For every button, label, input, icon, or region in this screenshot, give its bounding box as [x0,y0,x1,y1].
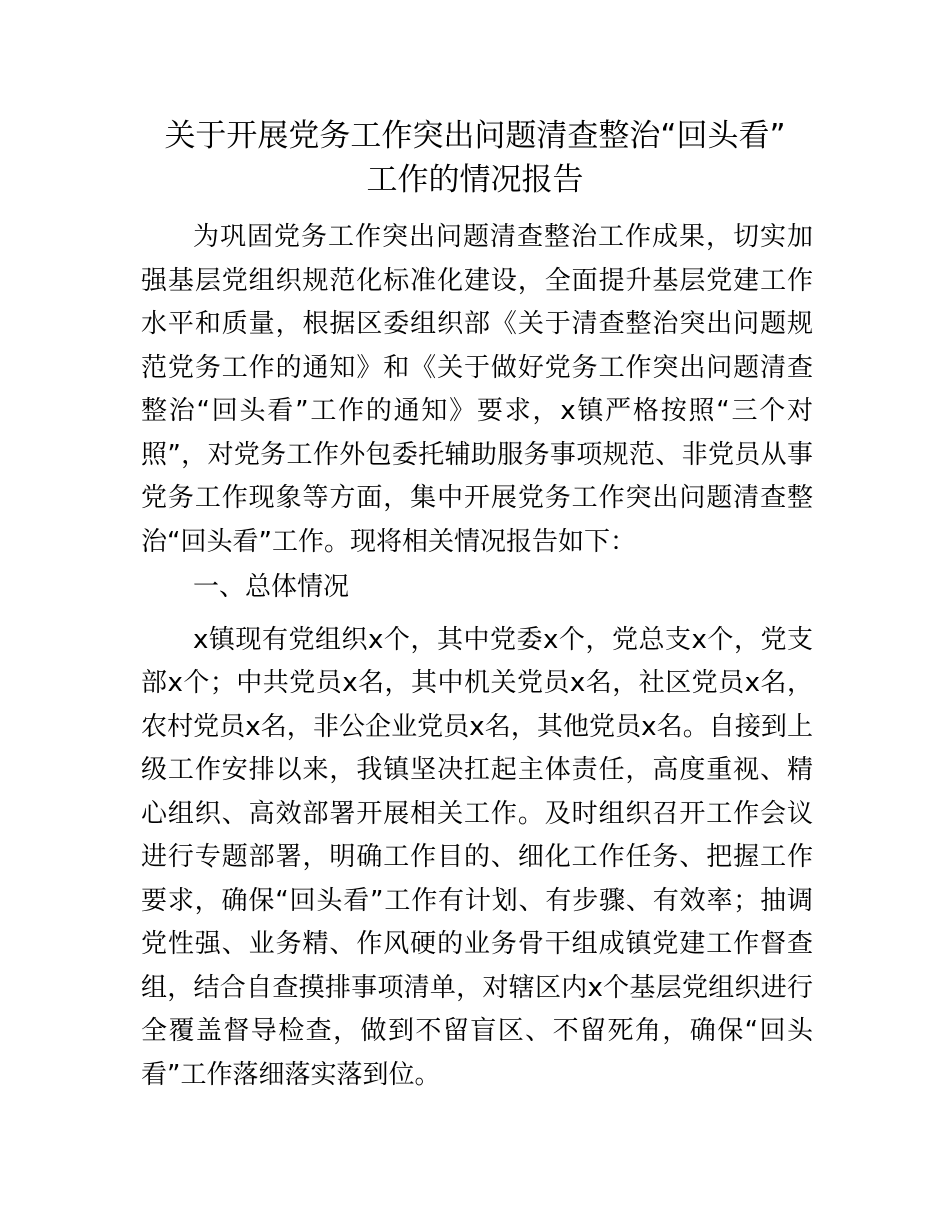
section-heading-overall: 一、总体情况 [193,572,350,602]
overall-paragraph: x镇现有党组织x个，其中党委x个，党总支x个，党支部x个；中共党员x名，其中机关党员x名，社区党员x名，农村党员x名，非公企业党员x名，其他党员x名。自接到上级工作安排以来，我镇坚决扛起主体责任，高度重视、精心组织、高效部署开展相关工作。及时组织召开工作会议进行专题部署，明确工作目的、细化工作任务、把握工作要求，确保“回头看”工作有计划、有步骤、有效率；抽调党性强、业务精、作风硬的业务骨干组成镇党建工作督查组，结合自查摸排事项清单，对辖区内x个基层党组织进行全覆盖督导检查，做到不留盲区、不留死角，确保“回头看”工作落细落实落到位。 [141,624,813,1090]
document-title-line1: 关于开展党务工作突出问题清查整治“回头看” [164,118,786,154]
intro-paragraph: 为巩固党务工作突出问题清查整治工作成果，切实加强基层党组织规范化标准化建设，全面提升基层党建工作水平和质量，根据区委组织部《关于清查整治突出问题规范党务工作的通知》和《关于做好党务工作突出问题清查整治“回头看”工作的通知》要求，x镇严格按照“三个对照”，对党务工作外包委托辅助服务事项规范、非党员从事党务工作现象等方面，集中开展党务工作突出问题清查整治“回头看”工作。现将相关情况报告如下： [141,222,813,557]
document-body [141,216,813,1097]
document-title-line2: 工作的情况报告 [366,162,584,198]
